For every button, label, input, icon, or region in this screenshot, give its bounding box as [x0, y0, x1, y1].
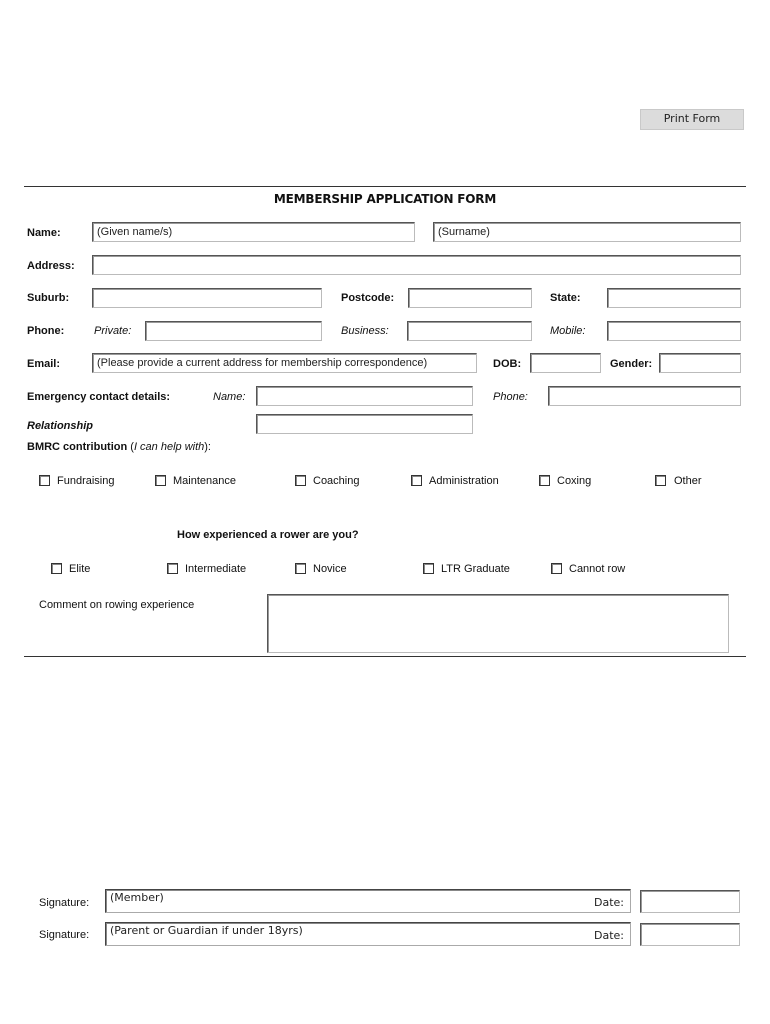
other-label: Other — [674, 475, 702, 487]
maintenance-checkbox[interactable] — [155, 475, 166, 486]
contribution-label: BMRC contribution — [27, 441, 128, 453]
emergency-phone-input[interactable] — [548, 386, 741, 406]
intermediate-label: Intermediate — [185, 563, 247, 575]
date-member-input[interactable] — [640, 890, 740, 913]
contribution-note: I can help with — [133, 441, 205, 453]
emergency-phone-label: Phone: — [493, 391, 528, 403]
date-guardian-input[interactable] — [640, 923, 740, 946]
phone-mobile-label: Mobile: — [550, 325, 586, 337]
address-label: Address: — [27, 260, 75, 272]
state-input[interactable] — [607, 288, 741, 308]
postcode-input[interactable] — [408, 288, 532, 308]
novice-checkbox[interactable] — [295, 563, 306, 574]
signature-member-placeholder: (Member) — [110, 891, 164, 904]
signature-guardian-field[interactable] — [105, 922, 631, 946]
cannot-row-checkbox[interactable] — [551, 563, 562, 574]
fundraising-checkbox[interactable] — [39, 475, 50, 486]
fundraising-label: Fundraising — [57, 475, 115, 487]
suburb-input[interactable] — [92, 288, 322, 308]
ltr-graduate-label: LTR Graduate — [441, 563, 510, 575]
form-title: MEMBERSHIP APPLICATION FORM — [273, 192, 497, 206]
state-label: State: — [550, 292, 581, 304]
phone-business-input[interactable] — [407, 321, 532, 341]
suburb-label: Suburb: — [27, 292, 70, 304]
phone-business-label: Business: — [341, 325, 389, 337]
print-form-button[interactable]: Print Form — [640, 109, 744, 130]
gender-input[interactable] — [659, 353, 741, 373]
dob-label: DOB: — [493, 358, 522, 370]
relationship-label: Relationship — [27, 420, 94, 432]
coaching-label: Coaching — [313, 475, 360, 487]
gender-label: Gender: — [610, 358, 653, 370]
experience-question: How experienced a rower are you? — [177, 529, 359, 541]
address-input[interactable] — [92, 255, 741, 275]
email-label: Email: — [27, 358, 61, 370]
phone-private-input[interactable] — [145, 321, 322, 341]
contribution-heading — [27, 440, 211, 454]
ltr-graduate-checkbox[interactable] — [423, 563, 434, 574]
cannot-row-label: Cannot row — [569, 563, 626, 575]
coxing-label: Coxing — [557, 475, 592, 487]
phone-private-label: Private: — [94, 325, 132, 337]
administration-label: Administration — [429, 475, 499, 487]
signature-member-label: Signature: — [39, 897, 90, 909]
date-member-label: Date: — [594, 896, 624, 909]
bottom-divider — [24, 656, 746, 657]
phone-label: Phone: — [27, 325, 65, 337]
emergency-name-label: Name: — [213, 391, 246, 403]
postcode-label: Postcode: — [341, 292, 395, 304]
given-name-input[interactable]: (Given name/s) — [92, 222, 415, 242]
emergency-label: Emergency contact details: — [27, 391, 171, 403]
surname-input[interactable]: (Surname) — [433, 222, 741, 242]
date-guardian-label: Date: — [594, 929, 624, 942]
signature-guardian-label: Signature: — [39, 929, 90, 941]
name-label: Name: — [27, 227, 61, 239]
other-checkbox[interactable] — [655, 475, 666, 486]
maintenance-label: Maintenance — [173, 475, 236, 487]
signature-member-field[interactable] — [105, 889, 631, 913]
relationship-input[interactable] — [256, 414, 473, 434]
elite-label: Elite — [69, 563, 91, 575]
coxing-checkbox[interactable] — [539, 475, 550, 486]
emergency-name-input[interactable] — [256, 386, 473, 406]
comment-textarea[interactable] — [267, 594, 729, 653]
coaching-checkbox[interactable] — [295, 475, 306, 486]
novice-label: Novice — [313, 563, 347, 575]
signature-guardian-placeholder: (Parent or Guardian if under 18yrs) — [110, 924, 303, 937]
dob-input[interactable] — [530, 353, 601, 373]
top-divider — [24, 186, 746, 187]
intermediate-checkbox[interactable] — [167, 563, 178, 574]
elite-checkbox[interactable] — [51, 563, 62, 574]
administration-checkbox[interactable] — [411, 475, 422, 486]
phone-mobile-input[interactable] — [607, 321, 741, 341]
email-input[interactable]: (Please provide a current address for membership correspondence) — [92, 353, 477, 373]
comment-label: Comment on rowing experience — [39, 599, 195, 611]
contribution-open-paren: ( — [130, 441, 134, 453]
contribution-close: ): — [204, 441, 211, 453]
